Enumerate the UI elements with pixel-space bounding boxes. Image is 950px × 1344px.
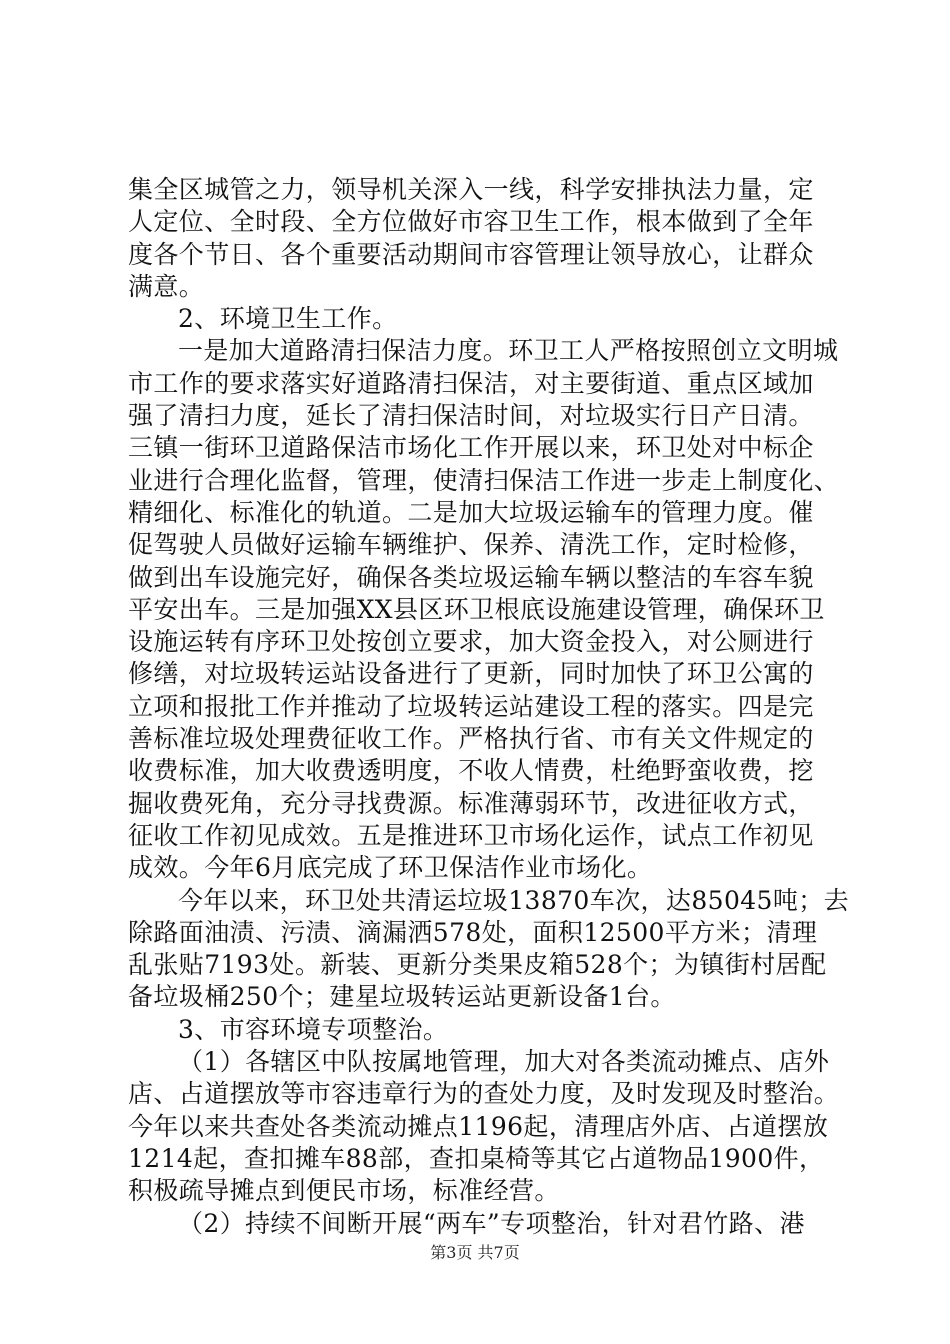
text-line: 集全区城管之力，领导机关深入一线，科学安排执法力量，定 — [128, 175, 814, 204]
section-heading: 3、市容环境专项整治。 — [178, 1014, 449, 1044]
text-line: （2）持续不间断开展“两车”专项整治，针对君竹路、港 — [178, 1208, 805, 1238]
text-line: 三镇一街环卫道路保洁市场化工作开展以来，环卫处对中标企 — [128, 433, 814, 463]
text-line: 掘收费死角，充分寻找费源。标准薄弱环节，改进征收方式， — [128, 788, 814, 818]
page-number-footer: 第3页 共7页 — [430, 1243, 520, 1262]
text-line: 促驾驶人员做好运输车辆维护、保养、清洗工作，定时检修， — [128, 530, 814, 560]
text-line: 市工作的要求落实好道路清扫保洁，对主要街道、重点区域加 — [128, 368, 814, 398]
text-line: 成效。今年6月底完成了环卫保洁作业市场化。 — [128, 853, 653, 883]
section-heading: 2、环境卫生工作。 — [178, 304, 398, 334]
text-line: 收费标准，加大收费透明度，不收人情费，杜绝野蛮收费，挖 — [128, 756, 814, 786]
text-line: 度各个节日、各个重要活动期间市容管理让领导放心，让群众 — [128, 239, 814, 269]
text-line: 一是加大道路清扫保洁力度。环卫工人严格按照创立文明城 — [178, 336, 839, 366]
text-line: 满意。 — [128, 271, 205, 301]
text-line: 立项和报批工作并推动了垃圾转运站建设工程的落实。四是完 — [128, 691, 814, 721]
text-line: 善标准垃圾处理费征收工作。严格执行省、市有关文件规定的 — [128, 724, 814, 754]
text-line: 平安出车。三是加强XX县区环卫根底设施建设管理，确保环卫 — [128, 594, 825, 624]
text-line: （1）各辖区中队按属地管理，加大对各类流动摊点、店外 — [178, 1047, 830, 1077]
text-line: 今年以来共查处各类流动摊点1196起，清理店外店、占道摆放 — [128, 1111, 829, 1141]
text-line: 征收工作初见成效。五是推进环卫市场化运作，试点工作初见 — [128, 820, 814, 850]
text-line: 做到出车设施完好，确保各类垃圾运输车辆以整洁的车容车貌 — [128, 562, 814, 592]
text-line: 店、占道摆放等市容违章行为的查处力度，及时发现及时整治。 — [128, 1079, 840, 1109]
text-line: 备垃圾桶250个；建星垃圾转运站更新设备1台。 — [128, 982, 676, 1012]
text-line: 业进行合理化监督，管理，使清扫保洁工作进一步走上制度化、 — [128, 465, 840, 495]
text-line: 强了清扫力度，延长了清扫保洁时间，对垃圾实行日产日清。 — [128, 401, 814, 431]
text-line: 设施运转有序环卫处按创立要求，加大资金投入，对公厕进行 — [128, 627, 814, 657]
text-line: 人定位、全时段、全方位做好市容卫生工作，根本做到了全年 — [128, 207, 814, 237]
text-line: 除路面油渍、污渍、滴漏洒578处，面积12500平方米；清理 — [128, 917, 818, 947]
text-line: 精细化、标准化的轨道。二是加大垃圾运输车的管理力度。催 — [128, 497, 814, 527]
text-line: 乱张贴7193处。新装、更新分类果皮箱528个；为镇街村居配 — [128, 950, 827, 980]
text-line: 今年以来，环卫处共清运垃圾13870车次，达85045吨；去 — [178, 885, 850, 915]
document-body — [128, 174, 850, 1240]
text-line: 修缮，对垃圾转运站设备进行了更新，同时加快了环卫公寓的 — [128, 659, 814, 689]
text-line: 1214起，查扣摊车88部，查扣桌椅等其它占道物品1900件， — [128, 1143, 825, 1173]
text-line: 积极疏导摊点到便民市场，标准经营。 — [128, 1176, 560, 1206]
